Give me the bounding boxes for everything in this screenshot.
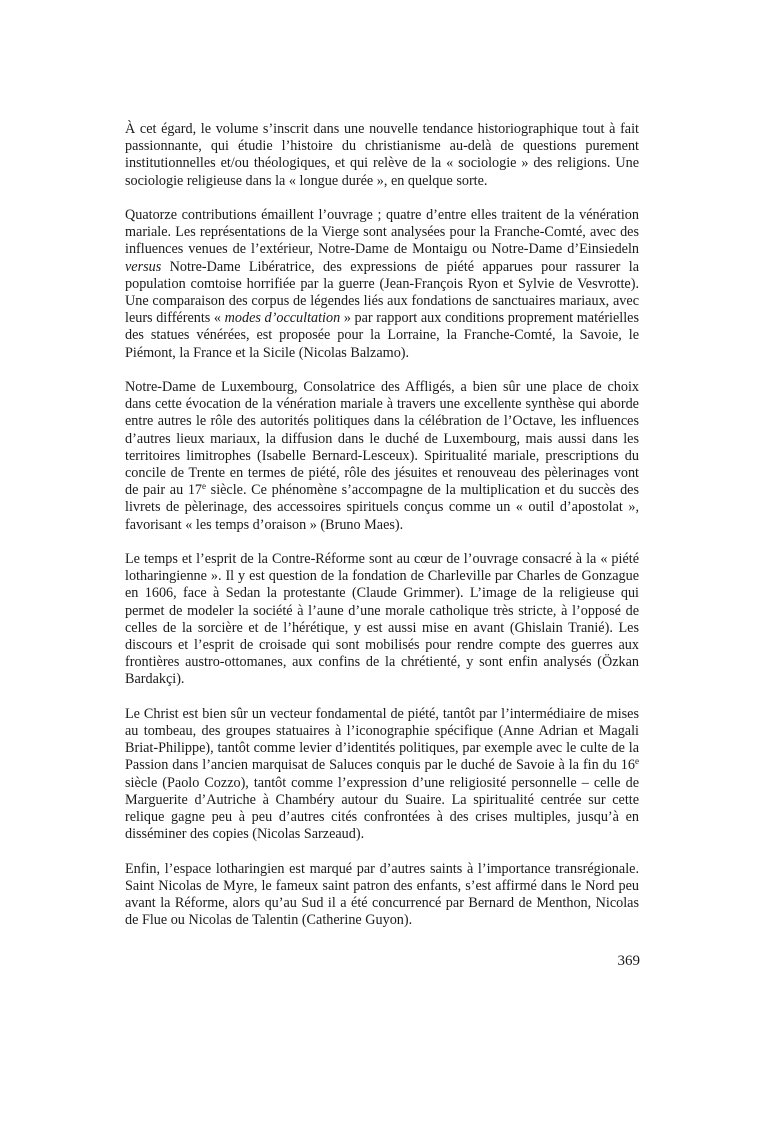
text-run: Quatorze contributions émaillent l’ouvrage ; quatre d’entre elles traitent de la vénération mariale. Les représentations de la Vierge sont analysées pour la Franche-Comté, avec des influences venues de l’extérieur, Notre-Dame de Montaigu ou Notre-Dame d’Einsiedeln [125, 207, 639, 258]
body-text [125, 121, 639, 929]
superscript: e [202, 481, 207, 492]
text-run: siècle (Paolo Cozzo), tantôt comme l’expression d’une religiosité personnelle – celle de Marguerite d’Autriche à Chambéry autour du Suaire. La spiritualité centrée sur cette relique gagne peu à peu d’autres cités confrontées à des crises multiples, jusqu’à en disséminer des copies (Nicolas Sarzeaud). [125, 774, 639, 843]
text-run: » par rapport aux conditions proprement matérielles des statues vénérées, est proposée pour la Lorraine, la Franche-Comté, la Savoie, le Piémont, la France et la Sicile (Nicolas Balzamo). [125, 310, 639, 361]
text-run: siècle. Ce phénomène s’accompagne de la multiplication et du succès des livrets de pèlerinage, des accessoires spirituels conçus comme un « outil d’apostolat », favorisant « les temps d’oraison » (Bruno Maes). [125, 482, 640, 533]
paragraph [125, 379, 639, 534]
paragraph [125, 121, 639, 190]
text-run: Enfin, l’espace lotharingien est marqué par d’autres saints à l’importance transrégionale. Saint Nicolas de Myre, le fameux saint patron des enfants, s’est affirmé dans le Nord peu avant la Réforme, alors qu’au Sud il a été concurrencé par Bernard de Menthon, Nicolas de Flue ou Nicolas de Talentin (Catherine Guyon). [125, 860, 639, 929]
text-run: Notre-Dame de Luxembourg, Consolatrice des Affligés, a bien sûr une place de choix dans cette évocation de la vénération mariale à travers une excellente synthèse qui aborde entre autres le rôle des autorités politiques dans la célébration de l’Octave, les influences d’autres lieux mariaux, la diffusion dans le duché de Luxembourg, mais aussi dans les territoires limitrophes (Isabelle Bernard-Lesceux). Spiritualité mariale, prescriptions du concile de Trente en termes de piété, rôle des jésuites et renouveau des pèlerinages vont de pair au 17 [125, 379, 639, 499]
text-run: À cet égard, le volume s’inscrit dans une nouvelle tendance historiographique tout à fait passionnante, qui étudie l’histoire du christianisme au-delà de questions purement institutionnelles et/ou théologiques, et qui relève de la « sociologie » des religions. Une sociologie religieuse dans la « longue durée », en quelque sorte. [125, 121, 639, 189]
text-run: Notre-Dame Libératrice, des expressions de piété apparues pour rassurer la population comtoise horrifiée par la guerre (Jean-François Ryon et Sylvie de Vesvrotte). Une comparaison des corpus de légendes liés aux fondations de sanctuaires mariaux, avec leurs différents « [125, 258, 639, 327]
italic-term: versus [125, 258, 162, 275]
text-run: Le Christ est bien sûr un vecteur fondamental de piété, tantôt par l’intermédiaire de mises au tombeau, des groupes statuaires à l’iconographie spécifique (Anne Adrian et Magali Briat-Philippe), tantôt comme levier d’identités politiques, par exemple avec le culte de la Passion dans l’ancien marquisat de Saluces conquis par le duché de Savoie à la fin du 16 [125, 705, 639, 774]
paragraph [125, 706, 639, 844]
text-run: Le temps et l’esprit de la Contre-Réforme sont au cœur de l’ouvrage consacré à la « piété lotharingienne ». Il y est question de la fondation de Charleville par Charles de Gonzague en 1606, face à Sedan la protestante (Claude Grimmer). L’image de la religieuse qui permet de modeler la société à l’aune d’une morale catholique très stricte, à l’opposé de celles de la sorcière et de l’hérétique, y est aussi mise en avant (Ghislain Tranié). Les discours et l’esprit de croisade qui sont mobilisés pour rendre compte des guerres aux frontières austro-ottomanes, aux confins de la chrétienté, y sont enfin analysés (Özkan Bardakçi). [125, 551, 639, 688]
page-number: 369 [617, 953, 640, 969]
superscript: e [635, 756, 639, 767]
italic-term: modes d’occultation [224, 310, 341, 327]
paragraph [125, 207, 639, 362]
paragraph [125, 861, 639, 930]
paragraph [125, 551, 639, 689]
